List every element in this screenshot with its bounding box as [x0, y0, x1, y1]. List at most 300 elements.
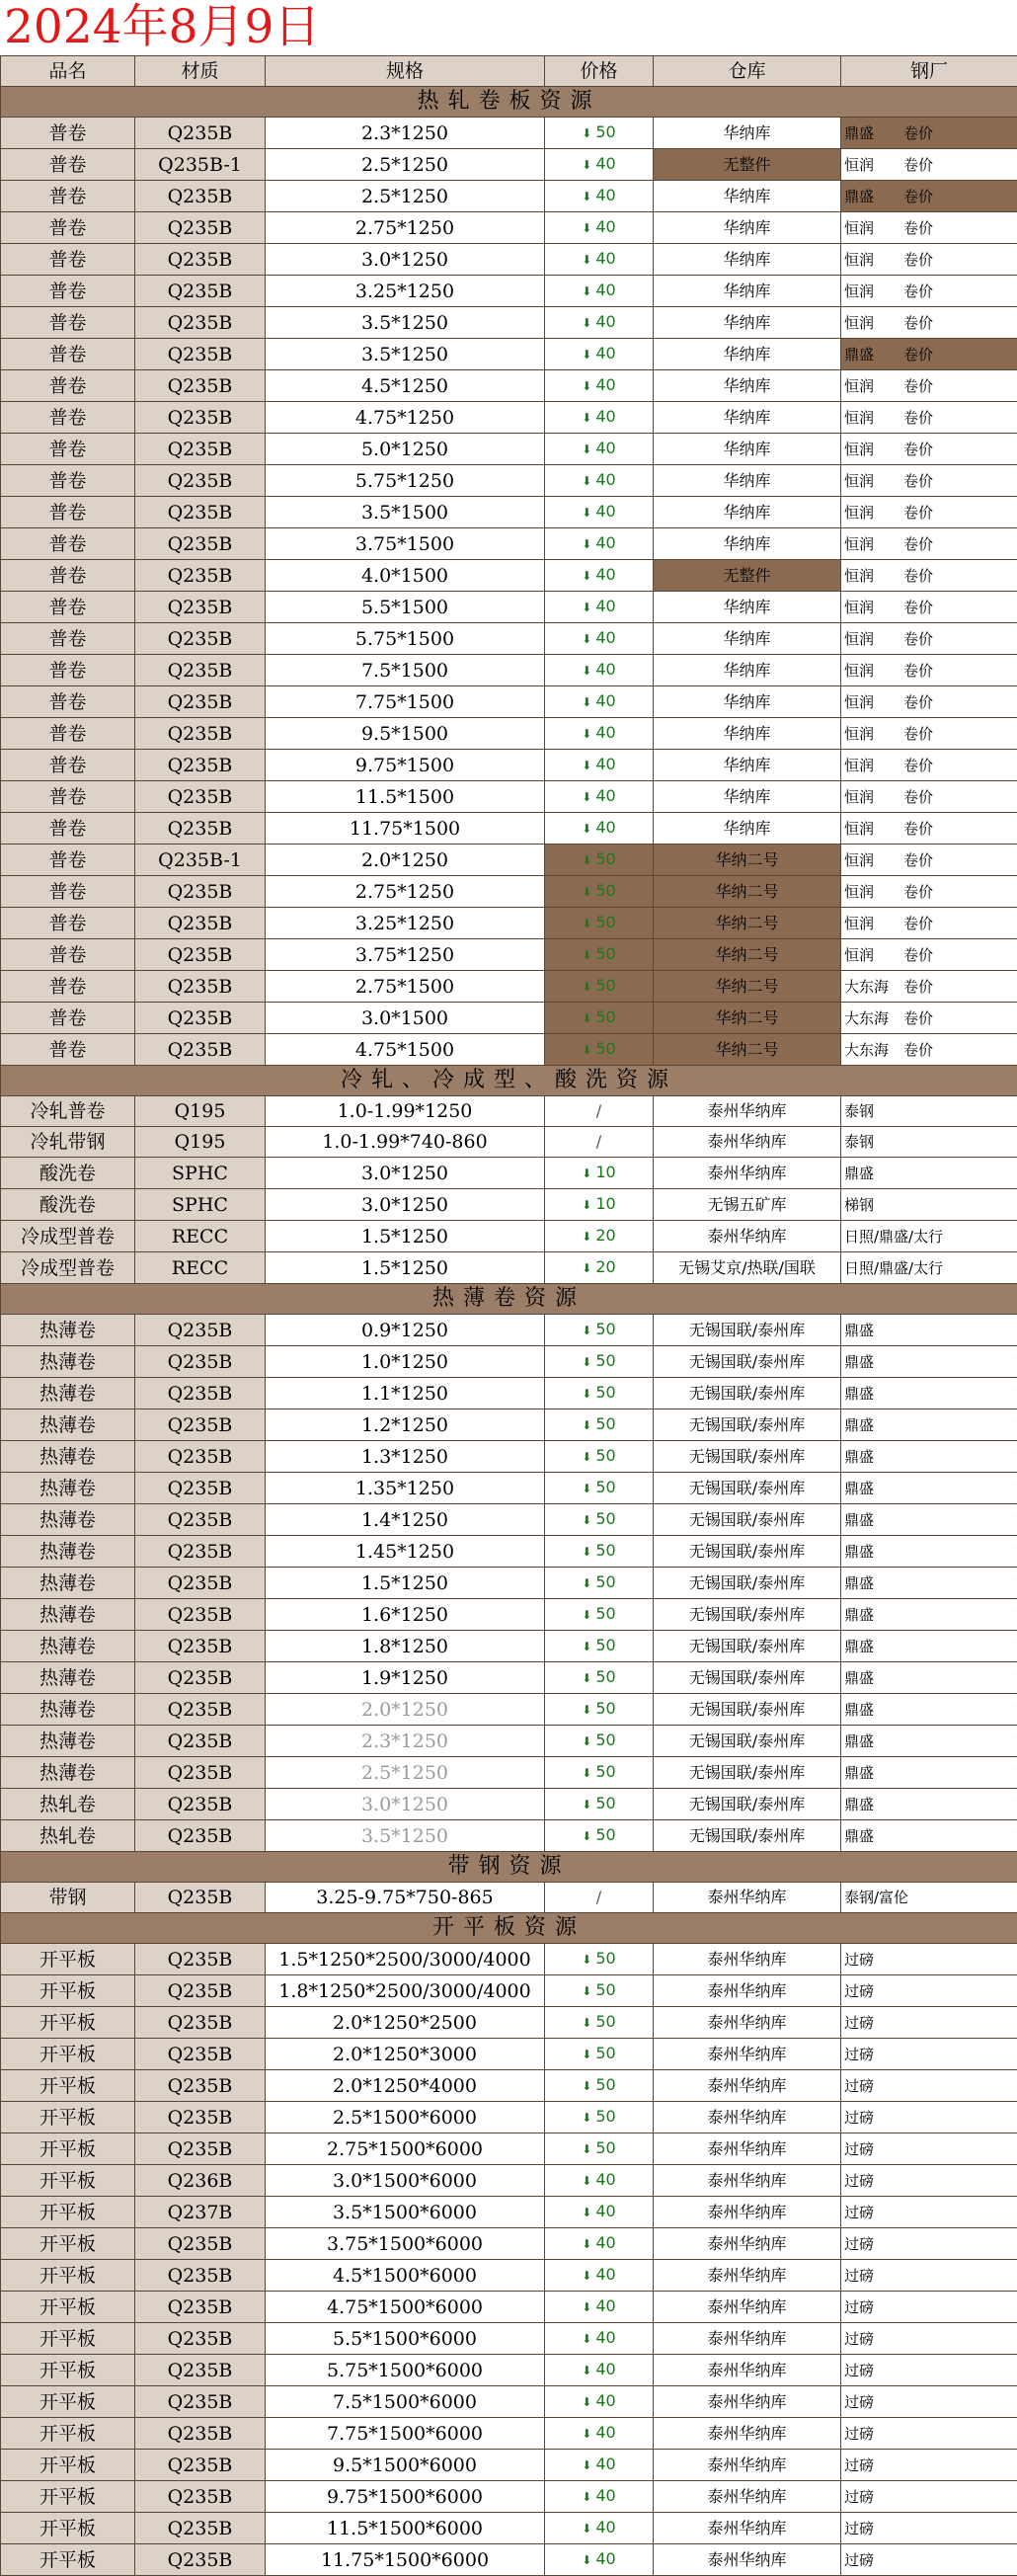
warehouse-cell: 华纳库	[654, 181, 841, 212]
price-cell	[545, 181, 654, 212]
down-arrow-icon: ⬇	[582, 1953, 591, 1967]
product-name-cell: 普卷	[1, 276, 135, 307]
mill-cell: 过磅	[841, 2197, 1017, 2228]
section-title: 开平板资源	[1, 1913, 1017, 1944]
table-row	[1, 118, 1017, 149]
warehouse-cell: 泰州华纳库	[654, 2513, 841, 2544]
product-name-cell: 普卷	[1, 781, 135, 813]
material-cell: Q235B	[135, 1975, 266, 2007]
table-row	[1, 1568, 1017, 1599]
spec-cell: 11.5*1500	[266, 781, 545, 813]
price-cell	[545, 623, 654, 655]
product-name-cell: 开平板	[1, 1975, 135, 2007]
material-cell: Q235B	[135, 2355, 266, 2386]
price-cell	[545, 1221, 654, 1252]
mill-cell: 恒润 卷价	[841, 718, 1017, 750]
price-value: 50	[595, 881, 615, 900]
material-cell: Q235B	[135, 2544, 266, 2576]
section-title: 冷轧、冷成型、酸洗资源	[1, 1066, 1017, 1096]
material-cell: Q235B	[135, 2260, 266, 2292]
price-value: 50	[595, 1825, 615, 1844]
price-cell	[545, 1536, 654, 1568]
warehouse-cell: 无锡国联/泰州库	[654, 1346, 841, 1378]
warehouse-cell: 华纳库	[654, 592, 841, 623]
material-cell: Q235B	[135, 908, 266, 939]
warehouse-cell: 无锡国联/泰州库	[654, 1662, 841, 1694]
price-value: 40	[595, 2233, 615, 2252]
warehouse-cell: 泰州华纳库	[654, 1158, 841, 1189]
material-cell: Q235B	[135, 2070, 266, 2102]
mill-cell: 鼎盛	[841, 1694, 1017, 1726]
price-value: 50	[595, 2012, 615, 2031]
product-name-cell: 普卷	[1, 212, 135, 244]
table-row	[1, 2355, 1017, 2386]
price-value: 50	[595, 1509, 615, 1528]
spec-cell: 7.75*1500*6000	[266, 2418, 545, 2450]
product-name-cell: 开平板	[1, 2260, 135, 2292]
material-cell: Q235B	[135, 1662, 266, 1694]
mill-cell: 泰钢	[841, 1127, 1017, 1158]
warehouse-cell: 华纳库	[654, 655, 841, 686]
down-arrow-icon: ⬇	[582, 1766, 591, 1780]
warehouse-cell: 泰州华纳库	[654, 2007, 841, 2039]
table-row	[1, 181, 1017, 212]
mill-cell: 恒润 卷价	[841, 402, 1017, 434]
mill-cell: 过磅	[841, 1944, 1017, 1975]
down-arrow-icon: ⬇	[582, 2522, 591, 2536]
table-row	[1, 1096, 1017, 1127]
mill-cell: 恒润 卷价	[841, 244, 1017, 276]
table-row	[1, 528, 1017, 560]
warehouse-cell: 泰州华纳库	[654, 2228, 841, 2260]
table-row	[1, 434, 1017, 465]
mill-cell: 过磅	[841, 2481, 1017, 2513]
table-row	[1, 1944, 1017, 1975]
header-name: 品名	[1, 56, 135, 87]
product-name-cell: 开平板	[1, 2386, 135, 2418]
down-arrow-icon: ⬇	[582, 601, 591, 614]
spec-cell: 2.75*1250	[266, 876, 545, 908]
header-warehouse: 仓库	[654, 56, 841, 87]
down-arrow-icon: ⬇	[582, 1387, 591, 1401]
price-cell	[545, 497, 654, 528]
material-cell: Q195	[135, 1096, 266, 1127]
warehouse-cell: 华纳库	[654, 528, 841, 560]
price-value: /	[596, 1101, 601, 1120]
price-cell	[545, 718, 654, 750]
table-row	[1, 623, 1017, 655]
warehouse-cell: 华纳库	[654, 686, 841, 718]
material-cell: Q235B	[135, 1694, 266, 1726]
material-cell: Q235B	[135, 1315, 266, 1346]
table-row	[1, 1504, 1017, 1536]
mill-cell: 恒润 卷价	[841, 939, 1017, 971]
price-cell	[545, 2197, 654, 2228]
material-cell: Q235B	[135, 971, 266, 1003]
product-name-cell: 热薄卷	[1, 1378, 135, 1409]
spec-cell: 1.0*1250	[266, 1346, 545, 1378]
warehouse-cell: 泰州华纳库	[654, 2102, 841, 2133]
price-cell	[545, 1346, 654, 1378]
material-cell: Q235B	[135, 655, 266, 686]
mill-cell: 恒润 卷价	[841, 876, 1017, 908]
warehouse-cell: 华纳库	[654, 434, 841, 465]
down-arrow-icon: ⬇	[582, 1450, 591, 1464]
spec-cell: 3.0*1250	[266, 1189, 545, 1221]
price-value: 40	[595, 2296, 615, 2315]
mill-cell: 大东海 卷价	[841, 1003, 1017, 1034]
down-arrow-icon: ⬇	[582, 2016, 591, 2030]
price-value: 50	[595, 1604, 615, 1623]
warehouse-cell: 无锡国联/泰州库	[654, 1820, 841, 1852]
warehouse-cell: 泰州华纳库	[654, 2386, 841, 2418]
price-cell	[545, 528, 654, 560]
table-row	[1, 655, 1017, 686]
warehouse-cell: 泰州华纳库	[654, 2418, 841, 2450]
material-cell: Q235B	[135, 212, 266, 244]
price-cell	[545, 1252, 654, 1284]
table-row	[1, 1694, 1017, 1726]
spec-cell: 1.5*1250	[266, 1221, 545, 1252]
price-value: 50	[595, 1794, 615, 1812]
material-cell: Q235B	[135, 623, 266, 655]
material-cell: Q235B	[135, 1726, 266, 1757]
down-arrow-icon: ⬇	[582, 2237, 591, 2251]
price-cell	[545, 2386, 654, 2418]
spec-cell: 4.5*1250	[266, 370, 545, 402]
down-arrow-icon: ⬇	[582, 474, 591, 488]
price-value: /	[596, 1132, 601, 1151]
price-cell	[545, 2007, 654, 2039]
product-name-cell: 热轧卷	[1, 1820, 135, 1852]
section-header-row	[1, 1852, 1017, 1883]
price-cell	[545, 2355, 654, 2386]
price-cell	[545, 750, 654, 781]
mill-cell: 过磅	[841, 2070, 1017, 2102]
table-row	[1, 370, 1017, 402]
down-arrow-icon: ⬇	[582, 727, 591, 741]
price-value: 40	[595, 533, 615, 552]
table-row	[1, 2386, 1017, 2418]
warehouse-cell: 华纳库	[654, 370, 841, 402]
header-spec: 规格	[266, 56, 545, 87]
price-cell	[545, 1034, 654, 1066]
down-arrow-icon: ⬇	[582, 1545, 591, 1559]
down-arrow-icon: ⬇	[582, 2332, 591, 2346]
table-row	[1, 1820, 1017, 1852]
mill-cell: 鼎盛	[841, 1504, 1017, 1536]
warehouse-cell: 华纳二号	[654, 939, 841, 971]
warehouse-cell: 无锡国联/泰州库	[654, 1631, 841, 1662]
mill-cell: 日照/鼎盛/太行	[841, 1252, 1017, 1284]
price-cell	[545, 2102, 654, 2133]
product-name-cell: 热薄卷	[1, 1409, 135, 1441]
warehouse-cell: 华纳库	[654, 307, 841, 339]
material-cell: Q235B	[135, 781, 266, 813]
price-value: 40	[595, 691, 615, 710]
table-row	[1, 276, 1017, 307]
table-row	[1, 1883, 1017, 1913]
section-title: 热薄卷资源	[1, 1284, 1017, 1315]
material-cell: Q235B-1	[135, 149, 266, 181]
product-name-cell: 开平板	[1, 2355, 135, 2386]
material-cell: Q235B	[135, 276, 266, 307]
spec-cell: 3.5*1250	[266, 1820, 545, 1852]
mill-cell: 过磅	[841, 2102, 1017, 2133]
mill-cell: 鼎盛	[841, 1599, 1017, 1631]
price-value: 40	[595, 2391, 615, 2410]
table-row	[1, 149, 1017, 181]
down-arrow-icon: ⬇	[582, 1482, 591, 1495]
price-cell	[545, 1441, 654, 1473]
material-cell: Q235B	[135, 2481, 266, 2513]
product-name-cell: 普卷	[1, 876, 135, 908]
product-name-cell: 带钢	[1, 1883, 135, 1913]
mill-cell: 鼎盛 卷价	[841, 118, 1017, 149]
spec-cell: 3.0*1250	[266, 1789, 545, 1820]
warehouse-cell: 无锡国联/泰州库	[654, 1473, 841, 1504]
warehouse-cell: 泰州华纳库	[654, 2355, 841, 2386]
mill-cell: 恒润 卷价	[841, 686, 1017, 718]
mill-cell: 恒润 卷价	[841, 465, 1017, 497]
material-cell: Q237B	[135, 2197, 266, 2228]
product-name-cell: 普卷	[1, 370, 135, 402]
spec-cell: 2.0*1250*2500	[266, 2007, 545, 2039]
product-name-cell: 普卷	[1, 339, 135, 370]
warehouse-cell: 无锡国联/泰州库	[654, 1694, 841, 1726]
mill-cell: 鼎盛	[841, 1568, 1017, 1599]
price-cell	[545, 1158, 654, 1189]
warehouse-cell: 无锡国联/泰州库	[654, 1504, 841, 1536]
warehouse-cell: 泰州华纳库	[654, 2544, 841, 2576]
spec-cell: 2.75*1500*6000	[266, 2133, 545, 2165]
product-name-cell: 开平板	[1, 2070, 135, 2102]
price-value: 40	[595, 628, 615, 647]
down-arrow-icon: ⬇	[582, 632, 591, 646]
price-value: 40	[595, 2170, 615, 2189]
price-cell	[545, 1127, 654, 1158]
table-row	[1, 2102, 1017, 2133]
table-row	[1, 939, 1017, 971]
price-cell	[545, 1662, 654, 1694]
spec-cell: 7.5*1500*6000	[266, 2386, 545, 2418]
product-name-cell: 普卷	[1, 592, 135, 623]
price-cell	[545, 276, 654, 307]
warehouse-cell: 泰州华纳库	[654, 1096, 841, 1127]
product-name-cell: 开平板	[1, 2513, 135, 2544]
warehouse-cell: 无整件	[654, 560, 841, 592]
price-value: 50	[595, 1699, 615, 1718]
price-value: 40	[595, 2486, 615, 2505]
table-row	[1, 718, 1017, 750]
warehouse-cell: 泰州华纳库	[654, 2260, 841, 2292]
mill-cell: 泰钢	[841, 1096, 1017, 1127]
material-cell: Q235B	[135, 1473, 266, 1504]
table-row	[1, 497, 1017, 528]
price-cell	[545, 655, 654, 686]
spec-cell: 9.75*1500*6000	[266, 2481, 545, 2513]
warehouse-cell: 无锡国联/泰州库	[654, 1315, 841, 1346]
down-arrow-icon: ⬇	[582, 284, 591, 298]
table-row	[1, 750, 1017, 781]
spec-cell: 4.75*1250	[266, 402, 545, 434]
price-value: 40	[595, 281, 615, 299]
down-arrow-icon: ⬇	[582, 885, 591, 899]
price-value: 50	[595, 944, 615, 963]
table-row	[1, 1034, 1017, 1066]
down-arrow-icon: ⬇	[582, 1734, 591, 1748]
mill-cell: 鼎盛	[841, 1789, 1017, 1820]
spec-cell: 1.5*1250	[266, 1568, 545, 1599]
price-cell	[545, 1315, 654, 1346]
product-name-cell: 普卷	[1, 528, 135, 560]
material-cell: Q235B	[135, 1441, 266, 1473]
table-row	[1, 2133, 1017, 2165]
price-cell	[545, 1820, 654, 1852]
price-value: 40	[595, 2328, 615, 2347]
material-cell: Q235B	[135, 370, 266, 402]
price-cell	[545, 149, 654, 181]
product-name-cell: 开平板	[1, 2007, 135, 2039]
warehouse-cell: 华纳库	[654, 402, 841, 434]
mill-cell: 鼎盛	[841, 1473, 1017, 1504]
mill-cell: 恒润 卷价	[841, 370, 1017, 402]
product-name-cell: 普卷	[1, 686, 135, 718]
section-title: 带钢资源	[1, 1852, 1017, 1883]
price-value: 40	[595, 154, 615, 173]
price-value: 50	[595, 1414, 615, 1433]
spec-cell: 5.5*1500	[266, 592, 545, 623]
product-name-cell: 开平板	[1, 2292, 135, 2323]
table-row	[1, 560, 1017, 592]
price-cell	[545, 2292, 654, 2323]
warehouse-cell: 泰州华纳库	[654, 2323, 841, 2355]
spec-cell: 1.5*1250*2500/3000/4000	[266, 1944, 545, 1975]
price-cell	[545, 1378, 654, 1409]
price-value: 40	[595, 217, 615, 236]
material-cell: Q235B	[135, 1409, 266, 1441]
down-arrow-icon: ⬇	[582, 1043, 591, 1057]
spec-cell: 11.5*1500*6000	[266, 2513, 545, 2544]
price-value: 50	[595, 1667, 615, 1686]
price-cell	[545, 1883, 654, 1913]
spec-cell: 3.75*1250	[266, 939, 545, 971]
down-arrow-icon: ⬇	[582, 822, 591, 836]
down-arrow-icon: ⬇	[582, 1261, 591, 1275]
price-value: 50	[595, 2044, 615, 2062]
spec-cell: 3.5*1500	[266, 497, 545, 528]
table-row	[1, 1441, 1017, 1473]
spec-cell: 9.5*1500*6000	[266, 2450, 545, 2481]
table-row	[1, 1252, 1017, 1284]
header-mill: 钢厂	[841, 56, 1017, 87]
material-cell: Q235B	[135, 1820, 266, 1852]
spec-cell: 2.75*1500	[266, 971, 545, 1003]
price-value: 40	[595, 186, 615, 204]
price-value: 40	[595, 502, 615, 521]
warehouse-cell: 华纳二号	[654, 908, 841, 939]
mill-cell: 恒润 卷价	[841, 781, 1017, 813]
price-value: 50	[595, 1039, 615, 1058]
table-row	[1, 1975, 1017, 2007]
product-name-cell: 普卷	[1, 971, 135, 1003]
warehouse-cell: 泰州华纳库	[654, 1127, 841, 1158]
table-row	[1, 212, 1017, 244]
mill-cell: 日照/鼎盛/太行	[841, 1221, 1017, 1252]
mill-cell: 泰钢/富伦	[841, 1883, 1017, 1913]
mill-cell: 过磅	[841, 2228, 1017, 2260]
product-name-cell: 普卷	[1, 149, 135, 181]
mill-cell: 鼎盛	[841, 1378, 1017, 1409]
spec-cell: 9.5*1500	[266, 718, 545, 750]
spec-cell: 3.5*1500*6000	[266, 2197, 545, 2228]
spec-cell: 3.0*1250	[266, 244, 545, 276]
material-cell: Q235B	[135, 1378, 266, 1409]
spec-cell: 1.5*1250	[266, 1252, 545, 1284]
product-name-cell: 热薄卷	[1, 1694, 135, 1726]
table-row	[1, 2007, 1017, 2039]
down-arrow-icon: ⬇	[582, 1984, 591, 1998]
spec-cell: 1.1*1250	[266, 1378, 545, 1409]
table-row	[1, 845, 1017, 876]
price-cell	[545, 1694, 654, 1726]
price-cell	[545, 339, 654, 370]
mill-cell: 恒润 卷价	[841, 813, 1017, 845]
table-row	[1, 339, 1017, 370]
price-value: 50	[595, 1980, 615, 1999]
table-row	[1, 2292, 1017, 2323]
down-arrow-icon: ⬇	[582, 506, 591, 520]
down-arrow-icon: ⬇	[582, 2079, 591, 2093]
price-value: 40	[595, 565, 615, 584]
product-name-cell: 冷轧带钢	[1, 1127, 135, 1158]
spec-cell: 4.75*1500*6000	[266, 2292, 545, 2323]
product-name-cell: 普卷	[1, 307, 135, 339]
mill-cell: 过磅	[841, 1975, 1017, 2007]
mill-cell: 鼎盛	[841, 1726, 1017, 1757]
material-cell: Q235B	[135, 1034, 266, 1066]
price-value: 40	[595, 786, 615, 805]
price-value: 50	[595, 1572, 615, 1591]
mill-cell: 鼎盛	[841, 1820, 1017, 1852]
price-value: 50	[595, 849, 615, 868]
price-cell	[545, 1189, 654, 1221]
down-arrow-icon: ⬇	[582, 2174, 591, 2188]
price-value: 20	[595, 1257, 615, 1276]
material-cell: Q235B	[135, 528, 266, 560]
material-cell: Q235B	[135, 339, 266, 370]
material-cell: Q235B	[135, 2418, 266, 2450]
price-cell	[545, 1568, 654, 1599]
mill-cell: 大东海 卷价	[841, 971, 1017, 1003]
warehouse-cell: 泰州华纳库	[654, 1883, 841, 1913]
product-name-cell: 开平板	[1, 2165, 135, 2197]
spec-cell: 5.75*1500	[266, 623, 545, 655]
price-cell	[545, 908, 654, 939]
table-row	[1, 2165, 1017, 2197]
spec-cell: 1.8*1250*2500/3000/4000	[266, 1975, 545, 2007]
material-cell: SPHC	[135, 1189, 266, 1221]
spec-cell: 1.0-1.99*740-860	[266, 1127, 545, 1158]
down-arrow-icon: ⬇	[582, 2427, 591, 2441]
mill-cell: 鼎盛	[841, 1346, 1017, 1378]
spec-cell: 3.5*1250	[266, 339, 545, 370]
price-cell	[545, 876, 654, 908]
price-cell	[545, 1096, 654, 1127]
mill-cell: 过磅	[841, 2039, 1017, 2070]
product-name-cell: 普卷	[1, 750, 135, 781]
down-arrow-icon: ⬇	[582, 2111, 591, 2125]
